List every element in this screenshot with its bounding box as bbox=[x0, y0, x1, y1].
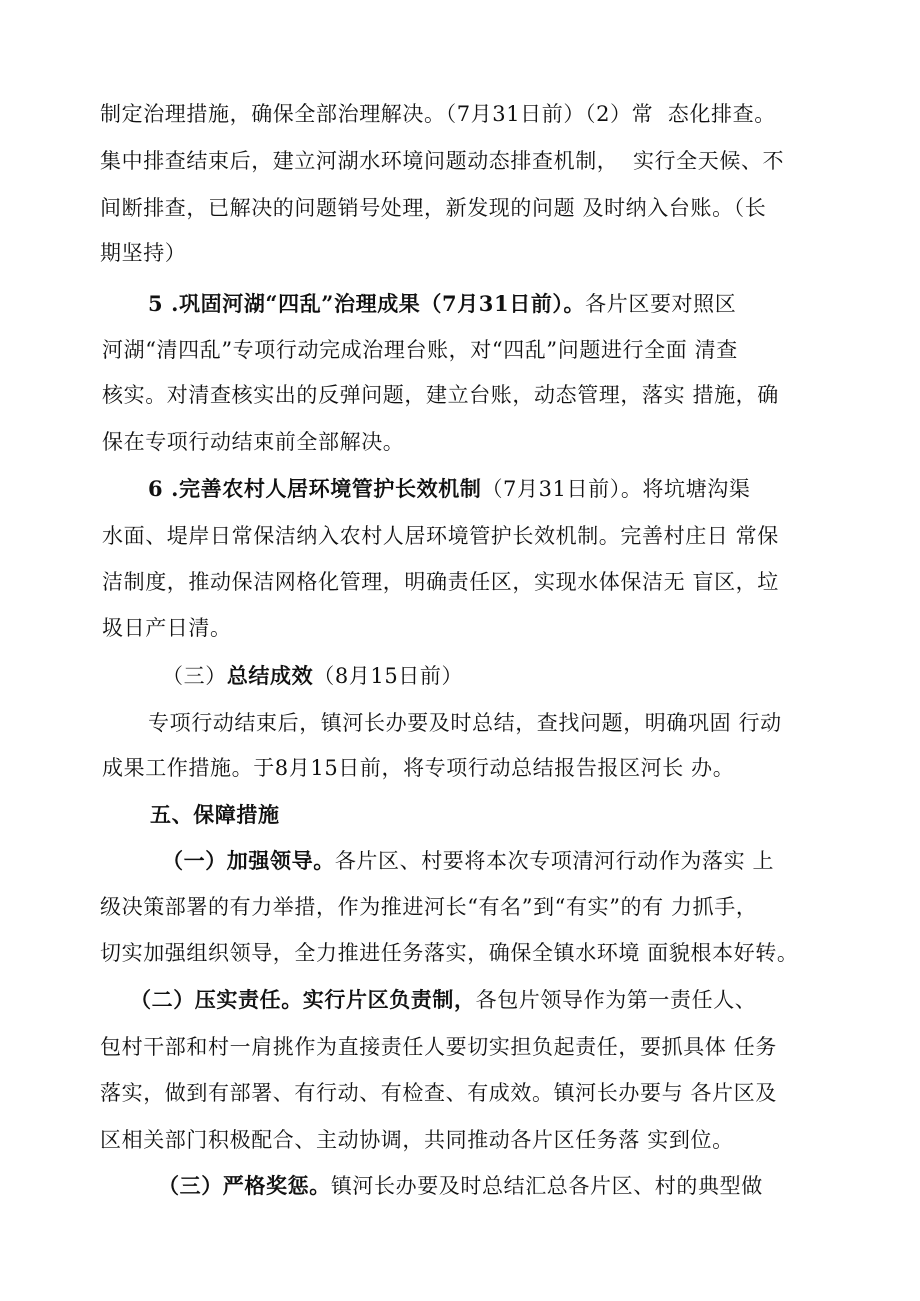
body-text-line: 制定治理措施，确保全部治理解决。（7月31日前）（2）常 态化排查。 bbox=[100, 102, 776, 126]
item-5-text: 各片区要对照区 bbox=[585, 292, 737, 316]
section-3-prefix: （三） bbox=[162, 664, 227, 688]
body-text-line: 水面、堤岸日常保洁纳入农村人居环境管护长效机制。完善村庄日 常保 bbox=[102, 524, 779, 548]
body-text-line: 切实加强组织领导，全力推进任务落实，确保全镇水环境 面貌根本好转。 bbox=[100, 941, 799, 965]
item-6-line bbox=[148, 475, 750, 503]
section-3-date: （8月15日前） bbox=[313, 664, 464, 688]
measure-2-heading: （二）压实责任。实行片区负责制， bbox=[130, 987, 476, 1012]
measure-2-text: 各包片领导作为第一责任人、 bbox=[475, 988, 757, 1012]
body-text-line: 河湖“清四乱”专项行动完成治理台账，对“四乱”问题进行全面 清查 bbox=[102, 338, 738, 362]
measure-3-line bbox=[158, 1172, 763, 1200]
body-text-line: 包村干部和村一肩挑作为直接责任人要切实担负起责任，要抓具体 任务 bbox=[100, 1035, 777, 1059]
body-text-line: 间断排查，已解决的问题销号处理，新发现的问题 及时纳入台账。（长 bbox=[100, 196, 767, 220]
body-text-line: 保在专项行动结束前全部解决。 bbox=[102, 430, 405, 454]
item-5-line bbox=[148, 290, 736, 318]
measure-1-line bbox=[162, 847, 774, 875]
item-6-heading: 6 .完善农村人居环境管护长效机制 bbox=[148, 476, 482, 501]
body-text-line: 级决策部署的有力举措，作为推进河长“有名”到“有实”的有 力抓手， bbox=[100, 895, 758, 919]
body-text-line: 集中排查结束后，建立河湖水环境问题动态排查机制， 实行全天候、不 bbox=[100, 149, 785, 173]
item-5-heading: 5 .巩固河湖“四乱”治理成果（7月31日前）。 bbox=[148, 291, 586, 316]
body-text-line: 成果工作措施。于8月15日前，将专项行动总结报告报区河长 办。 bbox=[102, 756, 735, 780]
measure-1-heading: （一）加强领导。 bbox=[162, 848, 335, 873]
measure-3-heading: （三）严格奖惩。 bbox=[158, 1173, 331, 1198]
measure-2-line bbox=[130, 986, 756, 1014]
section-3-heading-line bbox=[162, 662, 463, 690]
item-6-text: （7月31日前）。将坑塘沟渠 bbox=[481, 477, 751, 501]
body-text-line: 期坚持） bbox=[100, 241, 187, 265]
body-text-line: 洁制度，推动保洁网格化管理，明确责任区，实现水体保洁无 盲区，垃 bbox=[102, 570, 779, 594]
measure-3-text: 镇河长办要及时总结汇总各片区、村的典型做 bbox=[330, 1174, 763, 1198]
body-text-line: 落实，做到有部署、有行动、有检查、有成效。镇河长办要与 各片区及 bbox=[100, 1081, 777, 1105]
body-text-line: 核实。对清查核实出的反弹问题，建立台账，动态管理，落实 措施，确 bbox=[102, 383, 779, 407]
section-3-heading: 总结成效 bbox=[226, 663, 314, 688]
body-text-line: 圾日产日清。 bbox=[102, 616, 232, 640]
body-text-line: 区相关部门积极配合、主动协调，共同推动各片区任务落 实到位。 bbox=[100, 1128, 734, 1152]
measure-1-text: 各片区、村要将本次专项清河行动作为落实 上 bbox=[334, 849, 775, 873]
body-text-line: 专项行动结束后，镇河长办要及时总结，查找问题，明确巩固 行动 bbox=[148, 711, 782, 735]
chapter-5-heading: 五、保障措施 bbox=[150, 802, 280, 827]
